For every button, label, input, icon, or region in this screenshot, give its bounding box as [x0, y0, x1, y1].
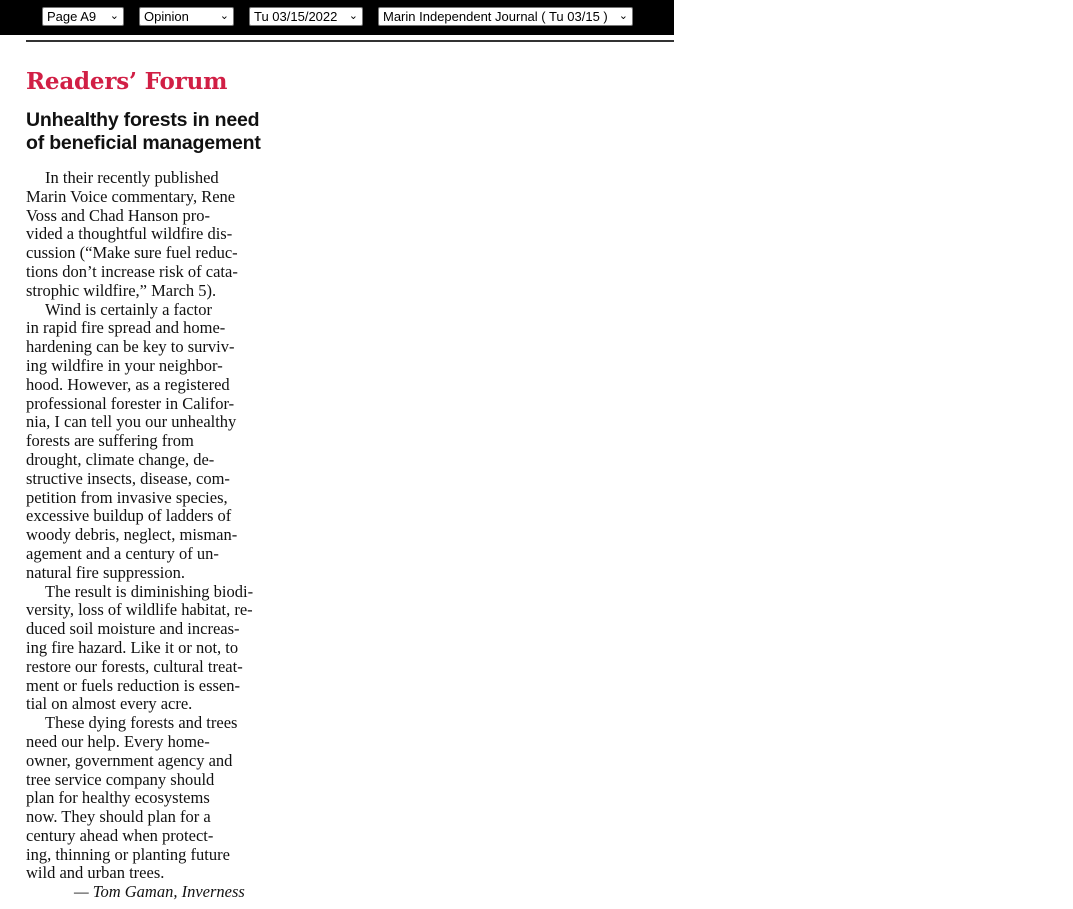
date-select[interactable] — [249, 7, 363, 26]
body-line: century ahead when protect- — [26, 825, 214, 845]
byline: — Tom Gaman, Inverness — [74, 882, 245, 902]
body-line: duced soil moisture and increas- — [26, 619, 240, 639]
body-line: ing fire hazard. Like it or not, to — [26, 637, 239, 657]
body-line: ing, thinning or planting future — [26, 844, 230, 864]
body-line: tial on almost every acre. — [26, 694, 193, 714]
edition-select-value: Marin Independent Journal ( Tu 03/15 ) — [383, 9, 608, 24]
section-kicker: Readers’ Forum — [26, 68, 228, 95]
body-line: The result is diminishing biodi- — [45, 581, 254, 601]
body-line: hood. However, as a registered — [26, 374, 230, 394]
body-line: agement and a century of un- — [26, 543, 219, 563]
body-line: hardening can be key to surviv- — [26, 337, 235, 357]
page-select-value: Page A9 — [47, 9, 97, 24]
page-divider — [26, 40, 674, 42]
body-line: versity, loss of wildlife habitat, re- — [26, 600, 253, 620]
body-line: owner, government agency and — [26, 750, 233, 770]
headline-line: of beneficial management — [26, 132, 261, 154]
edition-toolbar — [0, 0, 674, 35]
body-line: need our help. Every home- — [26, 731, 210, 751]
body-line: natural fire suppression. — [26, 562, 185, 582]
body-line: restore our forests, cultural treat- — [26, 656, 243, 676]
headline-line: Unhealthy forests in need — [26, 109, 260, 131]
body-line: structive insects, disease, com- — [26, 468, 230, 488]
section-select-value: Opinion — [144, 9, 189, 24]
body-line: Marin Voice commentary, Rene — [26, 186, 236, 206]
body-line: strophic wildfire,” March 5). — [26, 280, 217, 300]
edition-select[interactable] — [378, 7, 633, 26]
date-select-value: Tu 03/15/2022 — [254, 9, 338, 24]
section-select[interactable] — [139, 7, 234, 26]
body-line: tions don’t increase risk of cata- — [26, 261, 238, 281]
body-line: excessive buildup of ladders of — [26, 506, 232, 526]
body-line: Voss and Chad Hanson pro- — [26, 205, 210, 225]
body-line: in rapid fire spread and home- — [26, 318, 226, 338]
body-line: woody debris, neglect, misman- — [26, 525, 238, 545]
chevron-down-icon: ⌄ — [348, 10, 358, 22]
body-line: Wind is certainly a factor — [45, 299, 213, 319]
chevron-down-icon: ⌄ — [219, 10, 229, 22]
body-line: vided a thoughtful wildfire dis- — [26, 224, 233, 244]
body-line: cussion (“Make sure fuel reduc- — [26, 243, 238, 263]
body-line: In their recently published — [45, 168, 219, 187]
body-line: nia, I can tell you our unhealthy — [26, 412, 237, 432]
chevron-down-icon: ⌄ — [618, 10, 628, 22]
body-line: plan for healthy ecosystems — [26, 788, 210, 808]
chevron-down-icon: ⌄ — [109, 10, 119, 22]
body-line: drought, climate change, de- — [26, 449, 215, 469]
body-line: now. They should plan for a — [26, 807, 211, 827]
article-clipping — [26, 62, 286, 902]
page-select[interactable] — [42, 7, 124, 26]
body-line: wild and urban trees. — [26, 863, 165, 883]
body-line: tree service company should — [26, 769, 215, 789]
body-line: ment or fuels reduction is essen- — [26, 675, 240, 695]
body-line: ing wildfire in your neighbor- — [26, 355, 223, 375]
article-body — [26, 169, 286, 902]
body-line: professional forester in Califor- — [26, 393, 235, 413]
body-line: petition from invasive species, — [26, 487, 228, 507]
body-line: forests are suffering from — [26, 431, 194, 451]
body-line: These dying forests and trees — [45, 713, 238, 733]
headline — [26, 109, 286, 155]
